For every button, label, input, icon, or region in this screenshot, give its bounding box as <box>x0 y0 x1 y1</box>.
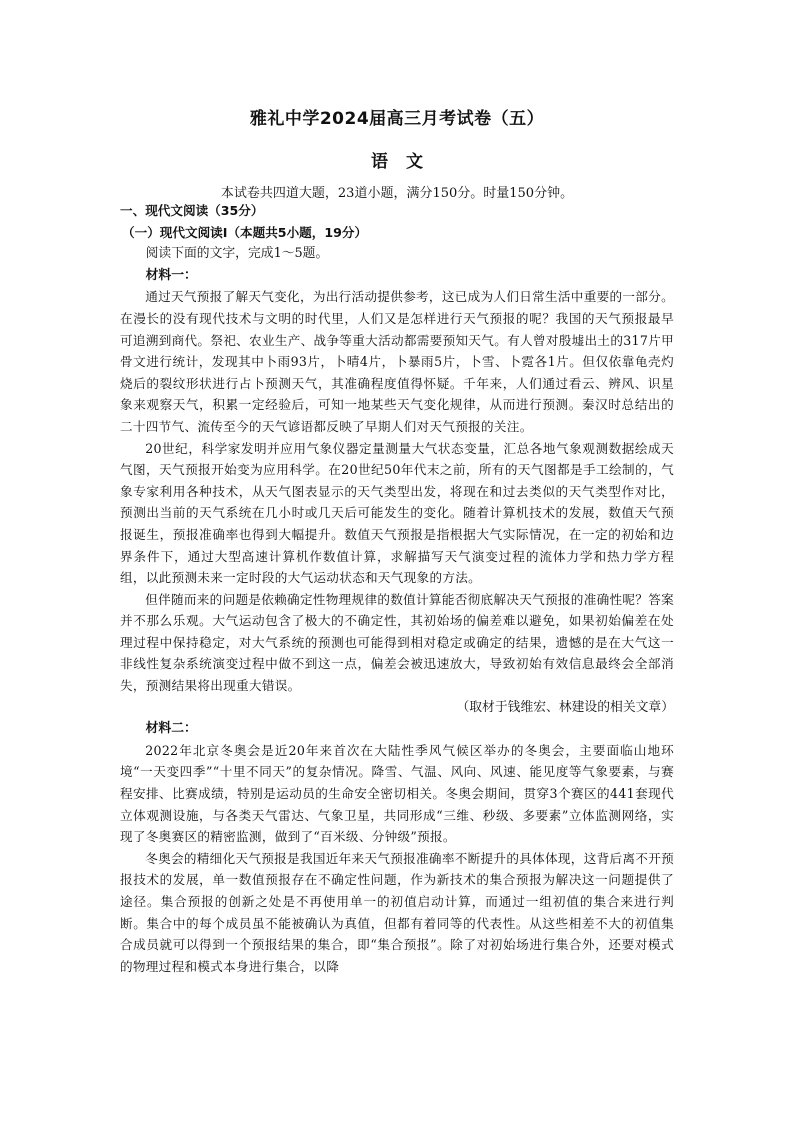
material-one-label: 材料一： <box>145 267 197 283</box>
exam-title: 雅礼中学2024届高三月考试卷（五） <box>249 109 545 129</box>
subsection-heading: （一）现代文阅读Ⅰ（本题共5小题，19分） <box>122 224 368 240</box>
material-one-paragraph: 20世纪，科学家发明并应用气象仪器定量测量大气状态变量，汇总各地气象观测数据绘成天气图，天气预报开始变为应用科学。在20世纪50年代末之前，所有的天气图都是手工绘制的，气象专家利用各种技术，从天气图表显示的天气类型出发，将现在和过去类似的天气类型作对比，预测出当前的天气系统在几小时或几天后可能发生的变化。随着计算机技术的发展，数值天气预报诞生，预报准确率也得到大幅提升。数值天气预报是指根据大气实际情况，在一定的初始和边界条件下，通过大型高速计算机作数值计算，求解描写天气演变过程的流体力学和热力学方程组，以此预测未来一定时段的大气运动状态和天气现象的方法。 <box>120 440 674 586</box>
material-one-paragraph: 但伴随而来的问题是依赖确定性物理规律的数值计算能否彻底解决天气预报的准确性呢？答案并不那么乐观。大气运动包含了极大的不确定性，其初始场的偏差难以避免，如果初始偏差在处理过程中保持稳定，对大气系统的预测也可能得到相对稳定或确定的结果，遗憾的是在大气这一非线性复杂系统演变过程中做不到这一点，偏差会被迅速放大，导致初始有效信息最终会全部消失，预测结果将出现重大错误。 <box>120 591 674 694</box>
material-one-paragraph: 通过天气预报了解天气变化，为出行活动提供参考，这已成为人们日常生活中重要的一部分。在漫长的没有现代技术与文明的时代里，人们又是怎样进行天气预报的呢？我国的天气预报最早可追溯到商代。祭祀、农业生产、战争等重大活动都需要预知天气。有人曾对殷墟出土的317片甲骨文进行统计，发现其中卜雨93片，卜晴4片，卜暴雨5片，卜雪、卜霓各1片。但仅依靠龟壳灼烧后的裂纹形状进行占卜预测天气，其准确程度值得怀疑。千年来，人们通过看云、辨风、识星象来观察天气，积累一定经验后，可知一地某些天气变化规律，从而进行预测。秦汉时总结出的二十四节气、流传至今的天气谚语都反映了早期人们对天气预报的关注。 <box>120 289 674 434</box>
material-two-paragraph: 冬奥会的精细化天气预报是我国近年来天气预报准确率不断提升的具体体现，这背后离不开预报技术的发展，单一数值预报存在不确定性问题，作为新技术的集合预报为解决这一问题提供了途径。集合预报的创新之处是不再使用单一的初值启动计算，而通过一组初值的集合来进行判断。集合中的每个成员虽不能被确认为真值，但都有着同等的代表性。从这些相差不大的初值集合成员就可以得到一个预报结果的集合，即“集合预报”。除了对初始场进行集合外，还要对模式的物理过程和模式本身进行集合，以降 <box>120 850 674 974</box>
material-two-label: 材料二： <box>145 721 197 737</box>
material-two-paragraph: 2022年北京冬奥会是近20年来首次在大陆性季风气候区举办的冬奥会，主要面临山地环境“一天变四季”“十里不同天”的复杂情况。降雪、气温、风向、风速、能见度等气象要素，与赛程安排、比赛成绩，特别是运动员的生命安全密切相关。冬奥会期间，贯穿3个赛区的441套现代立体观测设施，与各类天气雷达、气象卫星，共同形成“三维、秒级、多要素”立体监测网络，实现了冬奥赛区的精密监测，做到了“百米级、分钟级”预报。 <box>120 742 674 845</box>
exam-content <box>120 200 674 977</box>
reading-instruction: 阅读下面的文字，完成1～5题。 <box>145 246 329 262</box>
exam-notes: 本试卷共四道大题，23道小题，满分150分。时量150分钟。 <box>220 186 574 201</box>
material-one-source: （取材于钱维宏、林建设的相关文章） <box>456 699 674 715</box>
subject-title: 语文 <box>371 152 441 172</box>
section-heading: 一、现代文阅读（35分） <box>120 203 264 218</box>
